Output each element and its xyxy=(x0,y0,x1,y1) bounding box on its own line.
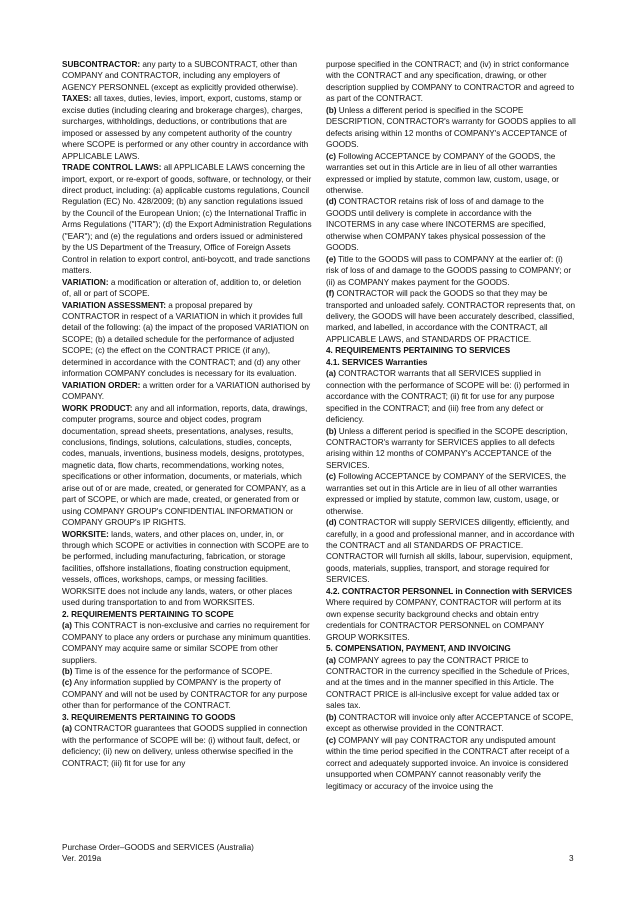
paragraph-text: This CONTRACT is non-exclusive and carries no requirement for COMPANY to place any orders or purchase any minimum quantities. COMPANY may acquire same or similar SCOPE from other suppliers. xyxy=(62,621,311,665)
paragraph-term: VARIATION ORDER: xyxy=(62,380,141,390)
paragraph-term: TRADE CONTROL LAWS: xyxy=(62,163,162,173)
paragraph-term: (a) xyxy=(326,369,337,379)
paragraph-term: 4. REQUIREMENTS PERTAINING TO SERVICES xyxy=(326,346,511,356)
paragraph-term: (a) xyxy=(62,621,73,631)
paragraph xyxy=(326,426,576,472)
paragraph-text: CONTRACTOR will pack the GOODS so that they may be transported and unloaded safely. CONTRACTOR represents that, on delivery, the GOODS will have been accurately described, classified, marked, and labelled, in accordance with the CONTRACT, all APPLICABLE LAWS, and STANDARDS OF PRACTICE. xyxy=(326,289,576,344)
paragraph xyxy=(326,712,576,735)
paragraph xyxy=(326,105,576,151)
paragraph-term: (a) xyxy=(326,655,337,665)
paragraph-text: CONTRACTOR retains risk of loss of and damage to the GOODS until delivery is complete in accordance with the INCOTERMS in any case where INCOTERMS are specified, otherwise when COMPANY takes physical possession of the GOODS. xyxy=(326,197,546,253)
paragraph xyxy=(326,517,576,586)
paragraph xyxy=(62,712,312,723)
paragraph xyxy=(62,529,312,609)
paragraph xyxy=(62,277,312,300)
page-footer xyxy=(62,842,254,865)
paragraph-term: (c) xyxy=(326,151,337,161)
paragraph xyxy=(326,357,576,368)
paragraph xyxy=(62,666,312,677)
paragraph-text: Following ACCEPTANCE by COMPANY of the GOODS, the warranties set out in this Article are in lieu of all other warranties expressed or implied by statute, common law, custom, usage, or otherwise. xyxy=(326,151,559,195)
paragraph-term: (c) xyxy=(326,735,337,745)
paragraph-text: a written order for a VARIATION authorised by COMPANY. xyxy=(62,380,311,402)
paragraph-text: Unless a different period is specified in the SCOPE description, CONTRACTOR's warranty for SERVICES applies to all defects arising within 12 months of COMPANY's ACCEPTANCE of the SERVICES. xyxy=(326,426,568,470)
paragraph-term: (b) xyxy=(326,105,337,115)
paragraph-text: COMPANY will pay CONTRACTOR any undisputed amount within the time period specified in the CONTRACT after receipt of a correct and adequately supported invoice. An invoice is considered unsupported when COMPANY cannot reasonably verify the legitimacy or accuracy of the invoice using the xyxy=(326,735,570,791)
paragraph xyxy=(326,586,576,597)
paragraph-text: CONTRACTOR guarantees that GOODS supplied in connection with the performance of SCOPE will be: (i) without fault, defect, or deficiency; (ii) new on delivery, unless otherwise specified in the CONTRACT; (iii) fit for use for any xyxy=(62,724,308,768)
paragraph-text: COMPANY agrees to pay the CONTRACT PRICE to CONTRACTOR in the currency specified in the Schedule of Prices, and at the times and in the manner specified in this Article. The CONTRACT PRICE is all-inclusive except for value added tax or sales tax. xyxy=(326,655,570,711)
paragraph-term: (a) xyxy=(62,724,73,734)
footer-title: Purchase Order–GOODS and SERVICES (Australia) xyxy=(62,843,254,852)
left-column xyxy=(62,59,312,769)
paragraph-term: WORKSITE: xyxy=(62,529,109,539)
paragraph xyxy=(62,609,312,620)
paragraph-term: WORK PRODUCT: xyxy=(62,403,133,413)
paragraph xyxy=(62,723,312,769)
paragraph-text: lands, waters, and other places on, under, in, or through which SCOPE or activities in connection with SCOPE are to be performed, including manufacturing, fabrication, or storage facilities, offshore installations, floating construction equipment, vessels, offices, workshops, camps, or messing facilities. WORKSITE does not include any lands, waters, or other places used during transportation to and from WORKSITES. xyxy=(62,529,309,608)
paragraph-term: (b) xyxy=(62,667,73,677)
paragraph xyxy=(326,735,576,792)
paragraph-term: SUBCONTRACTOR: xyxy=(62,60,141,69)
paragraph-text: CONTRACTOR will invoice only after ACCEPTANCE of SCOPE, except as otherwise provided in the CONTRACT. xyxy=(326,712,574,734)
paragraph xyxy=(326,254,576,288)
paragraph-text: any party to a SUBCONTRACT, other than COMPANY and CONTRACTOR, including any employers of AGENCY PERSONNEL (except as explicitly provided otherwise). xyxy=(62,60,299,92)
paragraph-text: all APPLICABLE LAWS concerning the import, export, or re-export of goods, software, or technology, or their direct product, including: (a) applicable customs regulations, Council Regulation (EC) No. 428/2009; (b) any sanction regulations issued by the Council of the European Union; (c) the International Traffic in Arms Regulations ("ITAR"); (d) the Export Administration Regulations ("EAR"); and (e) the regulations and orders issued or administered by the US Department of the Treasury, Office of Foreign Assets Control in relation to export control, anti-boycott, and trade sanctions matters. xyxy=(62,163,312,276)
paragraph-term: (d) xyxy=(326,518,337,528)
paragraph-text: a proposal prepared by CONTRACTOR in respect of a VARIATION in which it provides full detail of the following: (a) the impact of the proposed VARIATION on SCOPE; (b) a detailed schedule for the performance of adjusted SCOPE; (c) the effect on the CONTRACT PRICE (if any), determined in accordance with the CONTRACT; and (d) any other information COMPANY concludes is necessary for its evaluation. xyxy=(62,300,309,379)
paragraph-term: (b) xyxy=(326,426,337,436)
right-column xyxy=(326,59,576,792)
paragraph-text: Time is of the essence for the performance of SCOPE. xyxy=(72,667,273,677)
paragraph-text: Unless a different period is specified in the SCOPE DESCRIPTION, CONTRACTOR's warranty for GOODS applies to all defects arising within 12 months of COMPANY's ACCEPTANCE of GOODS. xyxy=(326,105,576,150)
paragraph-term: 4.2. CONTRACTOR PERSONNEL in Connection with SERVICES xyxy=(326,586,573,596)
paragraph xyxy=(326,368,576,425)
paragraph-text: any and all information, reports, data, drawings, computer programs, source and object codes, program documentation, spread sheets, presentations, analyses, results, conclusions, findings, solutions, calculations, studies, concepts, codes, manuals, inventions, business models, designs, prototypes, magnetic data, flow charts, recommendations, working notes, specifications or other information, documents, or materials, which arise out of or are made, created, or generated for COMPANY, as a part of SCOPE, or which are made, created, or generated from or using COMPANY GROUP's CONFIDENTIAL INFORMATION or COMPANY GROUP's IP RIGHTS. xyxy=(62,403,308,528)
paragraph xyxy=(62,677,312,711)
paragraph xyxy=(62,162,312,277)
paragraph xyxy=(326,288,576,345)
paragraph xyxy=(62,380,312,403)
paragraph-term: VARIATION: xyxy=(62,277,109,287)
paragraph-text: Any information supplied by COMPANY is the property of COMPANY and will not be used by CONTRACTOR for any purpose other than for performance of the CONTRACT. xyxy=(62,678,308,711)
paragraph xyxy=(326,471,576,517)
paragraph-text: CONTRACTOR will supply SERVICES diligently, efficiently, and carefully, in a good and professional manner, and in accordance with the CONTRACT and all STANDARDS OF PRACTICE. CONTRACTOR will furnish all skills, labour, supervision, equipment, goods, materials, supplies, transport, and storage required for SERVICES. xyxy=(326,518,575,585)
paragraph-term: (c) xyxy=(326,472,337,482)
paragraph-text: a modification or alteration of, addition to, or deletion of, all or part of SCOPE. xyxy=(62,277,302,299)
paragraph-term: (b) xyxy=(326,712,337,722)
paragraph xyxy=(326,643,576,654)
paragraph-term: (f) xyxy=(326,289,335,299)
paragraph-text: Following ACCEPTANCE by COMPANY of the SERVICES, the warranties set out in this Article are in lieu of all other warranties expressed or implied by statute, common law, custom, usage, or otherwise. xyxy=(326,472,567,516)
paragraph-term: (e) xyxy=(326,254,337,264)
paragraph xyxy=(326,597,576,643)
paragraph-term: 5. COMPENSATION, PAYMENT, AND INVOICING xyxy=(326,644,511,654)
page-number: 3 xyxy=(569,854,574,863)
paragraph-text: Title to the GOODS will pass to COMPANY at the earlier of: (i) risk of loss of and damage to the GOODS passing to COMPANY; or (ii) as COMPANY makes payment for the GOODS. xyxy=(326,254,572,287)
paragraph xyxy=(62,300,312,380)
paragraph-term: 2. REQUIREMENTS PERTAINING TO SCOPE xyxy=(62,609,234,619)
paragraph-term: (d) xyxy=(326,197,337,207)
paragraph xyxy=(326,345,576,356)
paragraph-term: (c) xyxy=(62,678,73,688)
paragraph xyxy=(62,403,312,529)
paragraph-term: 3. REQUIREMENTS PERTAINING TO GOODS xyxy=(62,712,236,722)
paragraph-text: all taxes, duties, levies, import, export, customs, stamp or excise duties (including clearing and brokerage charges), charges, surcharges, withholdings, deductions, or contributions that are imposed or assessed by any competent authority of the country where SCOPE is performed or any other country in accordance with APPLICABLE LAWS. xyxy=(62,94,309,161)
paragraph xyxy=(62,59,312,93)
paragraph-text: CONTRACTOR warrants that all SERVICES supplied in connection with the performance of SCOPE will be: (i) performed in accordance with the CONTRACT; (ii) fit for use for any purpose specified in the CONTRACT; and (iii) free from any defect or deficiency. xyxy=(326,369,570,425)
paragraph-term: 4.1. SERVICES Warranties xyxy=(326,357,428,367)
paragraph xyxy=(62,620,312,666)
paragraph xyxy=(62,93,312,162)
paragraph xyxy=(326,655,576,712)
paragraph-text: Where required by COMPANY, CONTRACTOR will perform at its own expense security background checks and obtain entry credentials for CONTRACTOR PERSONNEL on COMPANY GROUP WORKSITES. xyxy=(326,598,562,642)
paragraph xyxy=(326,151,576,197)
footer-version: Ver. 2019a xyxy=(62,854,102,864)
paragraph xyxy=(326,59,576,105)
paragraph-term: VARIATION ASSESSMENT: xyxy=(62,300,167,310)
paragraph-term: TAXES: xyxy=(62,94,92,104)
paragraph xyxy=(326,196,576,253)
paragraph-text: purpose specified in the CONTRACT; and (iv) in strict conformance with the CONTRACT and any specification, drawing, or other description supplied by COMPANY to CONTRACTOR and agreed to as part of the CONTRACT. xyxy=(326,60,575,104)
